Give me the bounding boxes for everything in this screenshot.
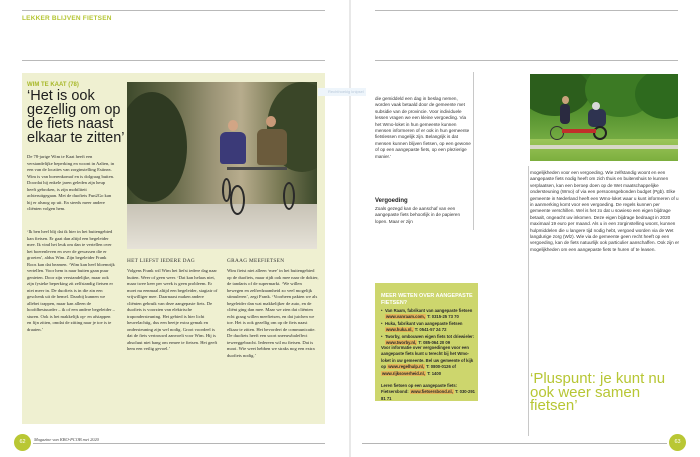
page-number-right: 63 bbox=[669, 434, 686, 451]
duofiets-photo bbox=[127, 82, 317, 249]
page-gutter bbox=[349, 0, 351, 457]
link-vanraam[interactable]: www.vanraam.com, bbox=[386, 314, 425, 320]
quote-paragraph: ‘Ik ben heel blij dat ik hier in het buitengebied kan fietsen. Er gaat dan altijd een begeleider mee. Ik vind het leuk om dan te vertellen over het boerenleven en over de gewassen die er groeien’, aldus Wim. Zijn begeleider Frank Roos kan dat beamen. ‘Wim kan heel bloemrijk vertellen. Voor hem is naar buiten gaan puur genieten. Door zijn verstandelijke, maar ook zijn fysieke beperking zit zelfstandig fietsen er niet meer in. De duofiets is in die zin een geschenk uit de hemel. Daarbij kunnen we allebei trappen, maar kan alleen de hoofdbestuurder – ik of een andere begeleider – sturen. Ook is het makkelijk op- en afstappen en fijn zitten, omdat de zitting naar je toe is te draaien.’ bbox=[27, 229, 115, 332]
photo-bike-wheel bbox=[283, 182, 295, 210]
page-number-left: 62 bbox=[14, 434, 31, 451]
link-fietsersbond[interactable]: www.fietsersbond.nl, bbox=[410, 389, 453, 395]
section-rule bbox=[22, 60, 325, 61]
photo-tree bbox=[635, 74, 678, 119]
section-title: LEKKER BLIJVEN FIETSEN bbox=[22, 15, 112, 22]
link-tworby[interactable]: www.tworby.nl, bbox=[386, 340, 417, 346]
info-item-tworby: • Tworby, ombouwen eigen fiets tot driewieler: www.tworby.nl, T: 085-064 20 09 bbox=[381, 334, 478, 347]
right-column-1-text: die gemiddeld een dag in beslag nemen, worden vaak betaald door de gemeente met subsidie van de provincie. Voor individuele lessen vragen we een kleine vergoeding. Via het Wmo-loket in hun gemeente kunnen mensen informeren of er ook in hun gemeente fietslessen mogelijk zijn. Belangrijk is dat mensen kunnen blijven fietsen, op een gewone of op een aangepaste fiets, op een plezierige manier.’ bbox=[375, 96, 471, 159]
photo-rider bbox=[220, 132, 246, 164]
photo-rider-head bbox=[228, 120, 238, 131]
photo-rider-head bbox=[266, 116, 276, 127]
top-rule bbox=[22, 10, 325, 11]
section-rule-right bbox=[375, 60, 678, 61]
photo-path bbox=[530, 145, 678, 149]
column-divider-right bbox=[528, 166, 529, 436]
column-3-text: Wim fietst niet alleen ‘mee’ in het buitengebied op de duofiets, maar rijdt ook mee naar de dokter, de tandarts of de supermarkt. ‘We willen bewegen en zelfredzaamheid zo veel mogelijk stimuleren’, zegt Frank. ‘Voorheen pakten we als begeleider dan wat makkelijker de auto, en de cliënt ging dan mee. Maar we zien dat cliënten echt graag willen meefietsen, en dat juichen we toe. Het is ook gezellig om op de fiets naast elkaar te zitten. Het bevordert de communicatie. De duofiets heeft een soort sneeuwbaleffect teweeggebracht. Iedereen wil nu fietsen. Dat is mooi. Wie weet hebben we straks nog een extra duofiets nodig.’ bbox=[227, 268, 319, 358]
right-column-1-text-cont: Zoals gezegd kan de aanschaf van een aangepaste fiets behoorlijk in de papieren lopen. Maar er zijn bbox=[375, 206, 461, 224]
subheading-het-liefst: HET LIEFST IEDERE DAG bbox=[127, 258, 196, 264]
photo-passenger-head bbox=[592, 102, 600, 110]
column-2-text: Volgens Frank wil Wim het liefst iedere dag naar buiten. Weer of geen weer. ‘Dat kan helaas niet, maar twee keer per week is geen probleem. Er moet nu eenmaal altijd een begeleider, stagiair of vrijwilliger mee. Daarnaast maken andere cliënten gebruik van deze aangepaste fiets. De duofiets is voorzien van elektrische trapondersteuning. Het gebied is hier licht heuvelachtig, dus een beetje extra gemak en ondersteuning zijn wel nodig. Groot voordeel is dat de fiets vertrouwd aanvoelt voor Wim. Hij is absoluut niet bang om ermee te fietsen. Het geeft hem een veilig gevoel.’ bbox=[127, 268, 218, 351]
footer-caption: Magazine van KBO-PCOB mei 2020 bbox=[34, 437, 99, 442]
link-huka[interactable]: www.huka.nl, bbox=[386, 327, 413, 333]
photo-grass bbox=[530, 139, 678, 161]
photo-bike-wheel bbox=[230, 185, 245, 215]
top-rule-right bbox=[375, 10, 678, 11]
kicker: WIM TE KAAT (78) bbox=[27, 82, 79, 88]
photo-bike-frame bbox=[562, 129, 596, 133]
footer-rule-right bbox=[362, 443, 667, 444]
snip-tooltip: Rechthoekig knipsel bbox=[318, 88, 366, 96]
info-item-huka: • Huka, fabrikant van aangepaste fietsen www.huka.nl, T: 0541-57 24 72 bbox=[381, 321, 478, 334]
footer-rule-left bbox=[33, 443, 325, 444]
info-box-list bbox=[381, 308, 478, 346]
pull-quote: ‘Pluspunt: je kunt nu ook weer samen fietsen’ bbox=[530, 370, 666, 414]
subheading-graag-meefietsen: GRAAG MEEFIETSEN bbox=[227, 258, 285, 264]
link-regelhulp[interactable]: www.regelhulp.nl, bbox=[388, 364, 424, 370]
info-box-title: MEER WETEN OVER AANGEPASTE FIETSEN? bbox=[381, 293, 473, 306]
photo-road bbox=[127, 204, 317, 249]
photo-bike-wheel bbox=[222, 178, 231, 202]
subheading-vergoeding: Vergoeding bbox=[375, 198, 408, 204]
link-rijksoverheid[interactable]: www.rijksoverheid.nl, bbox=[382, 370, 425, 376]
intro-paragraph: De 78-jarige Wim te Kaat heeft een verstandelijke beperking en woont in Aalten, in een van de locaties van zorginstelling Estinea. Wim is van boerenkomaf en is dolgraag buiten. Doordat hij enkele jaren geleden zijn heup heeft gebroken, is zijn mobiliteit achteruitgegaan. Met de duofiets Fun2Go kan hij er alsnog op uit. En steeds meer andere cliënten volgen hem. bbox=[27, 154, 115, 211]
photo-foliage bbox=[127, 92, 187, 202]
info-vergoeding-text: Voor informatie over vergoedingen voor een aangepaste fiets kunt u terecht bij het Wmo-loket in uw gemeente. Bel uw gemeente of kijk op www.regelhulp.nl, T: 0800-0126 of www.rijksoverheid.nl, T: 1400 bbox=[381, 345, 474, 376]
tandem-wheelchair-bike-photo bbox=[530, 74, 678, 161]
photo-cyclist bbox=[560, 104, 570, 124]
info-fietsersbond-text: Leren fietsen op een aangepaste fiets: Fietsersbond: www.fietsersbond.nl, T: 030-291 81 71 bbox=[381, 383, 476, 401]
photo-rider bbox=[257, 129, 287, 165]
column-divider bbox=[473, 72, 474, 230]
right-column-2-text: mogelijkheden voor een vergoeding. Wie zelfstandig woont en een aangepaste fiets nodig heeft om zich thuis en buitenshuis te kunnen verplaatsen, kan een beroep doen op de Wet maatschappelijke ondersteuning (Wmo) of via een persoonsgebonden budget (Pgb). Elke gemeente in Nederland heeft een Wmo-loket waar u kunt informeren of u in aanmerking komt voor een vergoeding. De regels kunnen per gemeente verschillen. Wel is het zo dat u sowieso een eigen bijdrage betaalt, ongeacht uw inkomen. Deze eigen bijdrage bedraagt in 2020 maximaal 19 euro per maand. Als u in een zorginstelling woont, kunnen hulpmiddelen die u langere tijd nodig hebt, vergoed worden via de Wet langdurige zorg (Wlz). Wie via de gemeente geen recht heeft op een vergoeding, kan de fiets natuurlijk ook particulier aanschaffen. Ook zijn er mogelijkheden om een aangepaste fiets te huren of te leasen. bbox=[530, 170, 680, 252]
headline: ‘Het is ook gezellig om op de fiets naast elkaar te zitten’ bbox=[27, 88, 125, 146]
info-item-van-raam: • Van Raam, fabrikant van aangepaste fietsen www.vanraam.com, T: 0315-25 73 70 bbox=[381, 308, 478, 321]
photo-cyclist-head bbox=[562, 96, 569, 104]
photo-passenger bbox=[588, 109, 606, 127]
photo-bike-frame bbox=[227, 167, 287, 170]
